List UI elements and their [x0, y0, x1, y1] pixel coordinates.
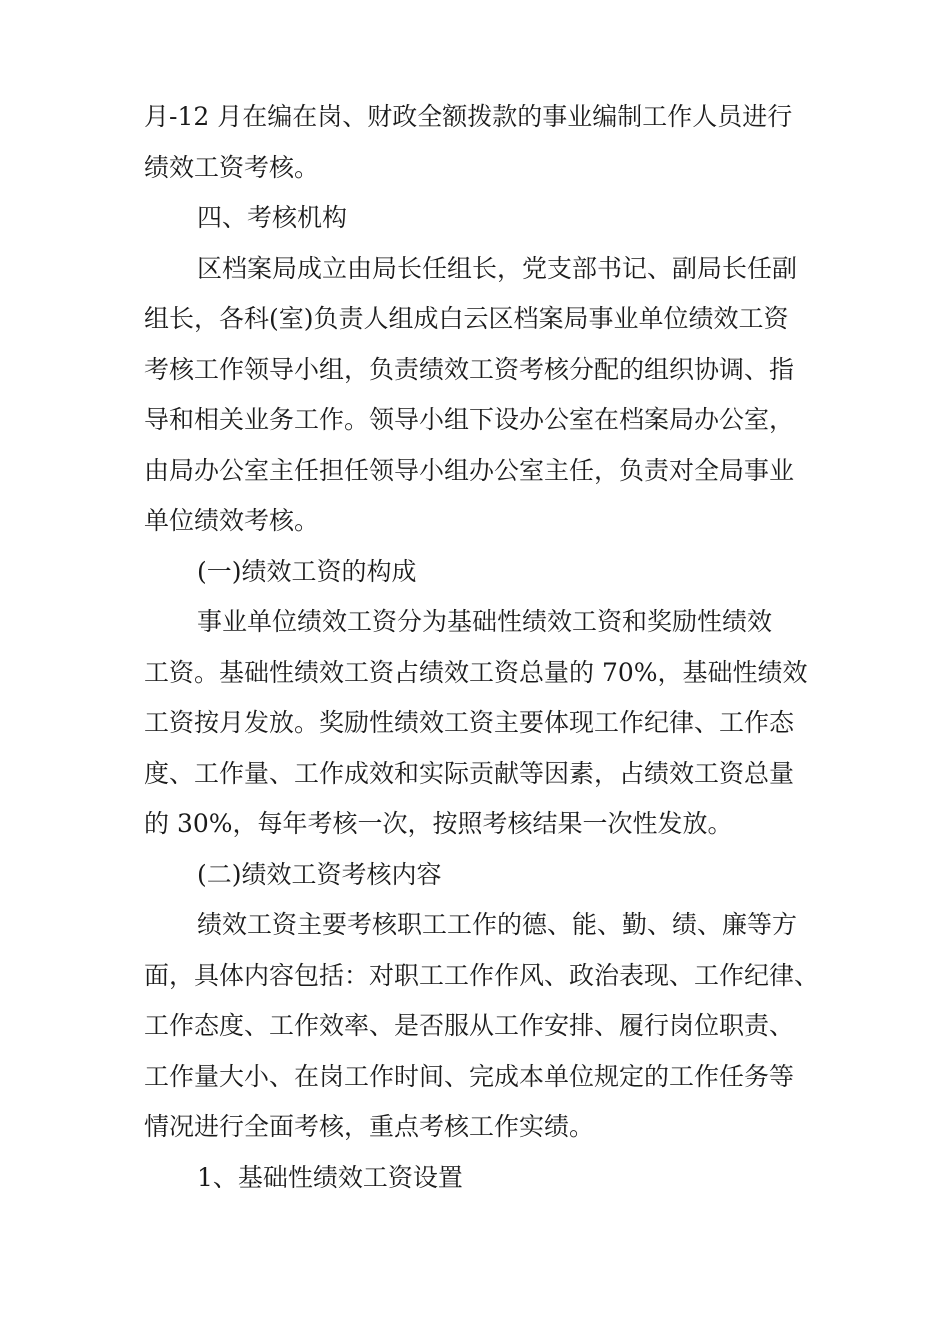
text-line: 由局办公室主任担任领导小组办公室主任，负责对全局事业 [144, 455, 795, 485]
text-line: 导和相关业务工作。领导小组下设办公室在档案局办公室， [144, 405, 795, 434]
text-line: 绩效工资考核。 [144, 152, 320, 182]
text-line: 考核工作领导小组，负责绩效工资考核分配的组织协调、指 [144, 354, 795, 384]
text-line: 单位绩效考核。 [144, 506, 320, 535]
text-line: 工作态度、工作效率、是否服从工作安排、履行岗位职责、 [144, 1011, 795, 1040]
document-body [144, 92, 820, 1203]
text-line: 度、工作量、工作成效和实际贡献等因素，占绩效工资总量 [144, 758, 795, 788]
text-line: 组长，各科(室)负责人组成白云区档案局事业单位绩效工资 [144, 304, 789, 333]
text-line: 月-12 月在编在岗、财政全额拨款的事业编制工作人员进行 [144, 102, 793, 131]
text-line: 工资。基础性绩效工资占绩效工资总量的 70%，基础性绩效 [144, 657, 808, 687]
paragraph-first-line: 绩效工资主要考核职工工作的德、能、勤、绩、廉等方 [197, 910, 798, 939]
text-line: 情况进行全面考核，重点考核工作实绩。 [144, 1112, 595, 1141]
paragraph-first-line: 事业单位绩效工资分为基础性绩效工资和奖励性绩效 [197, 607, 773, 636]
text-line: 工作量大小、在岗工作时间、完成本单位规定的工作任务等 [144, 1061, 795, 1091]
subsection-heading: (二)绩效工资考核内容 [197, 859, 442, 889]
text-line: 工资按月发放。奖励性绩效工资主要体现工作纪律、工作态 [144, 708, 795, 737]
section-heading: 四、考核机构 [197, 203, 348, 232]
text-line: 的 30%，每年考核一次，按照考核结果一次性发放。 [144, 809, 733, 838]
text-line: 面，具体内容包括：对职工工作作风、政治表现、工作纪律、 [144, 960, 820, 990]
subsection-heading: (一)绩效工资的构成 [197, 556, 417, 586]
paragraph-first-line: 区档案局成立由局长任组长，党支部书记、副局长任副 [197, 253, 798, 283]
item-heading: 1、基础性绩效工资设置 [197, 1162, 463, 1192]
